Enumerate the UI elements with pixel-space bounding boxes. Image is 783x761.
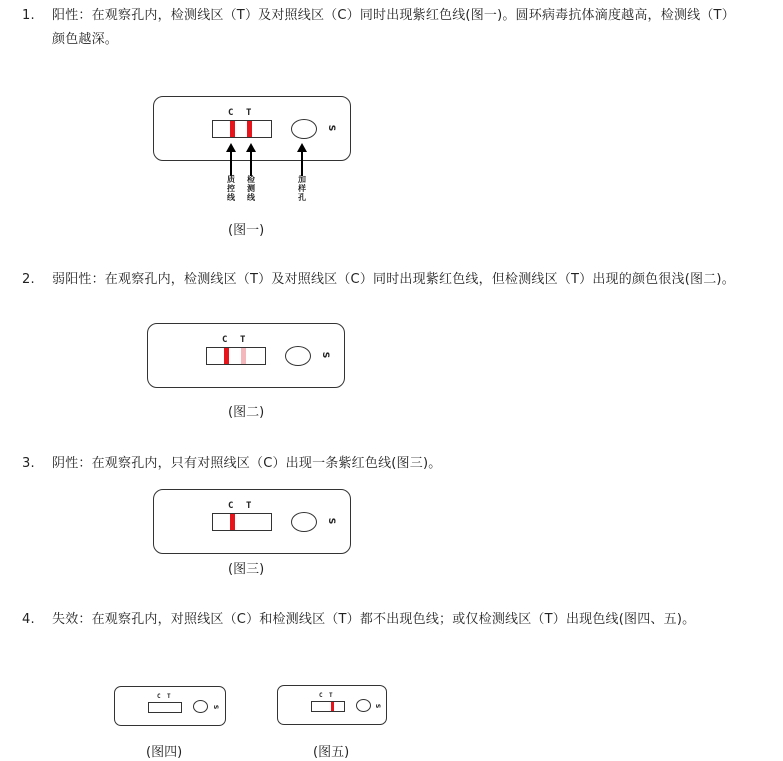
observation-window: [206, 347, 266, 365]
test-line: [247, 121, 252, 137]
s-label: S: [374, 703, 382, 709]
item-number: 2.: [22, 272, 35, 287]
label-test-line: 检测线: [247, 175, 255, 202]
test-cassette-fig2: [147, 323, 345, 388]
item-text: 失效：在观察孔内，对照线区（C）和检测线区（T）都不出现色线；或仅检测线区（T）出现色线(图四、五)。: [52, 612, 696, 627]
caption-fig4: (图四): [146, 745, 183, 760]
t-label: T: [246, 501, 252, 511]
test-line-weak: [241, 348, 246, 364]
c-label: C: [228, 108, 234, 118]
item-text: 弱阳性：在观察孔内，检测线区（T）及对照线区（C）同时出现紫红色线，但检测线区（T）出现的颜色很浅(图二)。: [52, 272, 735, 287]
s-label: S: [326, 517, 337, 525]
sample-well: [356, 699, 371, 712]
s-label: S: [320, 351, 331, 359]
label-control-line: 质控线: [227, 175, 235, 202]
control-line: [224, 348, 229, 364]
item-number: 3.: [22, 456, 35, 471]
t-label: T: [246, 108, 252, 118]
observation-window: [148, 702, 182, 713]
test-line: [331, 702, 334, 711]
c-label: C: [222, 335, 228, 345]
test-cassette-fig3: [153, 489, 351, 554]
test-cassette-fig4: [114, 686, 226, 726]
label-sample-well: 加样孔: [298, 175, 306, 202]
result-item-weak-positive: [22, 268, 762, 318]
c-label: C: [157, 693, 161, 700]
caption-fig5: (图五): [313, 745, 350, 760]
sample-well: [291, 119, 317, 139]
sample-well: [285, 346, 311, 366]
sample-well: [291, 512, 317, 532]
item-text: 阳性：在观察孔内，检测线区（T）及对照线区（C）同时出现紫红色线(图一)。圆环病毒抗体滴度越高，检测线（T）颜色越深。: [52, 8, 735, 47]
result-item-invalid: [22, 608, 762, 658]
caption-fig1: (图一): [228, 223, 265, 238]
test-cassette-fig5: [277, 685, 387, 725]
t-label: T: [329, 692, 333, 699]
result-item-positive: [22, 4, 762, 54]
s-label: S: [212, 704, 220, 710]
control-line: [230, 514, 235, 530]
result-item-negative: [22, 452, 762, 478]
item-number: 1.: [22, 8, 35, 23]
c-label: C: [228, 501, 234, 511]
item-number: 4.: [22, 612, 35, 627]
s-label: S: [326, 124, 337, 132]
item-text: 阴性：在观察孔内，只有对照线区（C）出现一条紫红色线(图三)。: [52, 456, 442, 471]
caption-fig2: (图二): [228, 405, 265, 420]
c-label: C: [319, 692, 323, 699]
sample-well: [193, 700, 208, 713]
t-label: T: [240, 335, 246, 345]
t-label: T: [167, 693, 171, 700]
observation-window: [311, 701, 345, 712]
caption-fig3: (图三): [228, 562, 265, 577]
observation-window: [212, 513, 272, 531]
control-line: [230, 121, 235, 137]
observation-window: [212, 120, 272, 138]
